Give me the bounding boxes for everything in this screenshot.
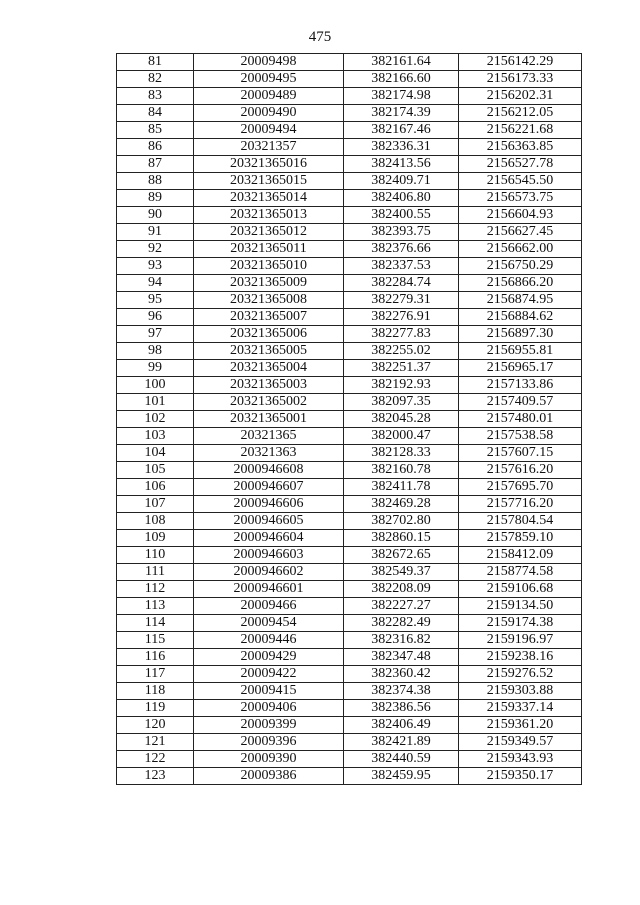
point-id-cell: 20009454 bbox=[194, 615, 344, 632]
y-coordinate-cell: 2156173.33 bbox=[459, 71, 582, 88]
table-row bbox=[117, 734, 582, 751]
y-coordinate-cell: 2159349.57 bbox=[459, 734, 582, 751]
point-id-cell: 20321365014 bbox=[194, 190, 344, 207]
table-row bbox=[117, 122, 582, 139]
point-number-cell: 122 bbox=[117, 751, 194, 768]
table-row bbox=[117, 54, 582, 71]
x-coordinate-cell: 382393.75 bbox=[344, 224, 459, 241]
point-number-cell: 93 bbox=[117, 258, 194, 275]
point-id-cell: 20009466 bbox=[194, 598, 344, 615]
point-number-cell: 113 bbox=[117, 598, 194, 615]
x-coordinate-cell: 382413.56 bbox=[344, 156, 459, 173]
point-number-cell: 120 bbox=[117, 717, 194, 734]
point-id-cell: 20321365008 bbox=[194, 292, 344, 309]
table-row bbox=[117, 768, 582, 785]
x-coordinate-cell: 382174.39 bbox=[344, 105, 459, 122]
point-id-cell: 20321365012 bbox=[194, 224, 344, 241]
point-number-cell: 97 bbox=[117, 326, 194, 343]
y-coordinate-cell: 2156750.29 bbox=[459, 258, 582, 275]
x-coordinate-cell: 382376.66 bbox=[344, 241, 459, 258]
point-id-cell: 20009429 bbox=[194, 649, 344, 666]
point-id-cell: 20321365003 bbox=[194, 377, 344, 394]
point-number-cell: 118 bbox=[117, 683, 194, 700]
point-id-cell: 20321365002 bbox=[194, 394, 344, 411]
point-number-cell: 111 bbox=[117, 564, 194, 581]
table-row bbox=[117, 173, 582, 190]
y-coordinate-cell: 2159196.97 bbox=[459, 632, 582, 649]
point-id-cell: 20321365009 bbox=[194, 275, 344, 292]
y-coordinate-cell: 2158774.58 bbox=[459, 564, 582, 581]
point-number-cell: 112 bbox=[117, 581, 194, 598]
y-coordinate-cell: 2159337.14 bbox=[459, 700, 582, 717]
x-coordinate-cell: 382097.35 bbox=[344, 394, 459, 411]
point-id-cell: 20321365011 bbox=[194, 241, 344, 258]
y-coordinate-cell: 2157695.70 bbox=[459, 479, 582, 496]
point-number-cell: 121 bbox=[117, 734, 194, 751]
y-coordinate-cell: 2159106.68 bbox=[459, 581, 582, 598]
point-id-cell: 2000946606 bbox=[194, 496, 344, 513]
point-id-cell: 20321365016 bbox=[194, 156, 344, 173]
point-id-cell: 2000946604 bbox=[194, 530, 344, 547]
y-coordinate-cell: 2157480.01 bbox=[459, 411, 582, 428]
point-id-cell: 2000946602 bbox=[194, 564, 344, 581]
y-coordinate-cell: 2157538.58 bbox=[459, 428, 582, 445]
table-row bbox=[117, 683, 582, 700]
point-id-cell: 20321363 bbox=[194, 445, 344, 462]
table-row bbox=[117, 292, 582, 309]
table-row bbox=[117, 88, 582, 105]
y-coordinate-cell: 2157804.54 bbox=[459, 513, 582, 530]
x-coordinate-cell: 382406.80 bbox=[344, 190, 459, 207]
point-number-cell: 85 bbox=[117, 122, 194, 139]
table-row bbox=[117, 326, 582, 343]
point-id-cell: 2000946605 bbox=[194, 513, 344, 530]
x-coordinate-cell: 382276.91 bbox=[344, 309, 459, 326]
point-id-cell: 20009498 bbox=[194, 54, 344, 71]
point-id-cell: 2000946601 bbox=[194, 581, 344, 598]
point-number-cell: 96 bbox=[117, 309, 194, 326]
point-id-cell: 20009495 bbox=[194, 71, 344, 88]
point-number-cell: 100 bbox=[117, 377, 194, 394]
table-row bbox=[117, 428, 582, 445]
x-coordinate-cell: 382469.28 bbox=[344, 496, 459, 513]
y-coordinate-cell: 2156604.93 bbox=[459, 207, 582, 224]
x-coordinate-cell: 382227.27 bbox=[344, 598, 459, 615]
x-coordinate-cell: 382255.02 bbox=[344, 343, 459, 360]
y-coordinate-cell: 2156955.81 bbox=[459, 343, 582, 360]
y-coordinate-cell: 2157133.86 bbox=[459, 377, 582, 394]
point-number-cell: 115 bbox=[117, 632, 194, 649]
point-id-cell: 20321357 bbox=[194, 139, 344, 156]
x-coordinate-cell: 382411.78 bbox=[344, 479, 459, 496]
point-number-cell: 81 bbox=[117, 54, 194, 71]
point-id-cell: 20321365001 bbox=[194, 411, 344, 428]
x-coordinate-cell: 382374.38 bbox=[344, 683, 459, 700]
point-id-cell: 20321365007 bbox=[194, 309, 344, 326]
x-coordinate-cell: 382459.95 bbox=[344, 768, 459, 785]
table-row bbox=[117, 479, 582, 496]
point-number-cell: 109 bbox=[117, 530, 194, 547]
point-number-cell: 94 bbox=[117, 275, 194, 292]
point-id-cell: 20009386 bbox=[194, 768, 344, 785]
table-row bbox=[117, 105, 582, 122]
point-id-cell: 20009396 bbox=[194, 734, 344, 751]
x-coordinate-cell: 382347.48 bbox=[344, 649, 459, 666]
point-number-cell: 98 bbox=[117, 343, 194, 360]
point-number-cell: 86 bbox=[117, 139, 194, 156]
table-row bbox=[117, 207, 582, 224]
point-id-cell: 20321365004 bbox=[194, 360, 344, 377]
y-coordinate-cell: 2156662.00 bbox=[459, 241, 582, 258]
point-id-cell: 2000946608 bbox=[194, 462, 344, 479]
table-row bbox=[117, 71, 582, 88]
table-row bbox=[117, 258, 582, 275]
point-number-cell: 87 bbox=[117, 156, 194, 173]
point-id-cell: 20009415 bbox=[194, 683, 344, 700]
table-row bbox=[117, 751, 582, 768]
y-coordinate-cell: 2156965.17 bbox=[459, 360, 582, 377]
y-coordinate-cell: 2156545.50 bbox=[459, 173, 582, 190]
y-coordinate-cell: 2156627.45 bbox=[459, 224, 582, 241]
x-coordinate-cell: 382386.56 bbox=[344, 700, 459, 717]
table-row bbox=[117, 411, 582, 428]
table-row bbox=[117, 615, 582, 632]
x-coordinate-cell: 382316.82 bbox=[344, 632, 459, 649]
point-number-cell: 82 bbox=[117, 71, 194, 88]
table-row bbox=[117, 224, 582, 241]
table-row bbox=[117, 598, 582, 615]
x-coordinate-cell: 382421.89 bbox=[344, 734, 459, 751]
y-coordinate-cell: 2159276.52 bbox=[459, 666, 582, 683]
point-id-cell: 20009489 bbox=[194, 88, 344, 105]
point-id-cell: 20321365013 bbox=[194, 207, 344, 224]
x-coordinate-cell: 382672.65 bbox=[344, 547, 459, 564]
y-coordinate-cell: 2159134.50 bbox=[459, 598, 582, 615]
coordinates-table bbox=[116, 53, 582, 785]
point-number-cell: 91 bbox=[117, 224, 194, 241]
x-coordinate-cell: 382000.47 bbox=[344, 428, 459, 445]
table-row bbox=[117, 241, 582, 258]
point-number-cell: 110 bbox=[117, 547, 194, 564]
y-coordinate-cell: 2156527.78 bbox=[459, 156, 582, 173]
x-coordinate-cell: 382336.31 bbox=[344, 139, 459, 156]
point-number-cell: 107 bbox=[117, 496, 194, 513]
x-coordinate-cell: 382360.42 bbox=[344, 666, 459, 683]
x-coordinate-cell: 382284.74 bbox=[344, 275, 459, 292]
x-coordinate-cell: 382128.33 bbox=[344, 445, 459, 462]
y-coordinate-cell: 2159343.93 bbox=[459, 751, 582, 768]
x-coordinate-cell: 382279.31 bbox=[344, 292, 459, 309]
y-coordinate-cell: 2157716.20 bbox=[459, 496, 582, 513]
point-id-cell: 20321365006 bbox=[194, 326, 344, 343]
x-coordinate-cell: 382161.64 bbox=[344, 54, 459, 71]
point-number-cell: 119 bbox=[117, 700, 194, 717]
x-coordinate-cell: 382860.15 bbox=[344, 530, 459, 547]
y-coordinate-cell: 2156866.20 bbox=[459, 275, 582, 292]
table-row bbox=[117, 377, 582, 394]
x-coordinate-cell: 382167.46 bbox=[344, 122, 459, 139]
x-coordinate-cell: 382282.49 bbox=[344, 615, 459, 632]
y-coordinate-cell: 2158412.09 bbox=[459, 547, 582, 564]
point-number-cell: 92 bbox=[117, 241, 194, 258]
point-id-cell: 20321365015 bbox=[194, 173, 344, 190]
x-coordinate-cell: 382192.93 bbox=[344, 377, 459, 394]
point-number-cell: 102 bbox=[117, 411, 194, 428]
y-coordinate-cell: 2156363.85 bbox=[459, 139, 582, 156]
point-id-cell: 20009399 bbox=[194, 717, 344, 734]
table-row bbox=[117, 513, 582, 530]
point-number-cell: 114 bbox=[117, 615, 194, 632]
point-number-cell: 89 bbox=[117, 190, 194, 207]
point-id-cell: 20321365005 bbox=[194, 343, 344, 360]
table-row bbox=[117, 581, 582, 598]
point-id-cell: 2000946603 bbox=[194, 547, 344, 564]
x-coordinate-cell: 382251.37 bbox=[344, 360, 459, 377]
y-coordinate-cell: 2159238.16 bbox=[459, 649, 582, 666]
y-coordinate-cell: 2159350.17 bbox=[459, 768, 582, 785]
page-number: 475 bbox=[308, 29, 332, 45]
table-row bbox=[117, 360, 582, 377]
point-id-cell: 20009406 bbox=[194, 700, 344, 717]
point-number-cell: 116 bbox=[117, 649, 194, 666]
point-id-cell: 20009446 bbox=[194, 632, 344, 649]
y-coordinate-cell: 2156142.29 bbox=[459, 54, 582, 71]
x-coordinate-cell: 382045.28 bbox=[344, 411, 459, 428]
y-coordinate-cell: 2156897.30 bbox=[459, 326, 582, 343]
x-coordinate-cell: 382337.53 bbox=[344, 258, 459, 275]
x-coordinate-cell: 382409.71 bbox=[344, 173, 459, 190]
point-id-cell: 2000946607 bbox=[194, 479, 344, 496]
x-coordinate-cell: 382549.37 bbox=[344, 564, 459, 581]
point-id-cell: 20321365010 bbox=[194, 258, 344, 275]
point-number-cell: 90 bbox=[117, 207, 194, 224]
table-row bbox=[117, 530, 582, 547]
point-number-cell: 83 bbox=[117, 88, 194, 105]
point-number-cell: 123 bbox=[117, 768, 194, 785]
table-row bbox=[117, 445, 582, 462]
point-id-cell: 20009390 bbox=[194, 751, 344, 768]
x-coordinate-cell: 382174.98 bbox=[344, 88, 459, 105]
point-number-cell: 99 bbox=[117, 360, 194, 377]
point-id-cell: 20009494 bbox=[194, 122, 344, 139]
x-coordinate-cell: 382166.60 bbox=[344, 71, 459, 88]
x-coordinate-cell: 382160.78 bbox=[344, 462, 459, 479]
table-row bbox=[117, 649, 582, 666]
table-row bbox=[117, 190, 582, 207]
y-coordinate-cell: 2157616.20 bbox=[459, 462, 582, 479]
x-coordinate-cell: 382702.80 bbox=[344, 513, 459, 530]
table-row bbox=[117, 547, 582, 564]
table-row bbox=[117, 632, 582, 649]
table-row bbox=[117, 496, 582, 513]
point-number-cell: 101 bbox=[117, 394, 194, 411]
x-coordinate-cell: 382277.83 bbox=[344, 326, 459, 343]
y-coordinate-cell: 2156884.62 bbox=[459, 309, 582, 326]
y-coordinate-cell: 2157859.10 bbox=[459, 530, 582, 547]
y-coordinate-cell: 2156221.68 bbox=[459, 122, 582, 139]
table-row bbox=[117, 717, 582, 734]
point-id-cell: 20009422 bbox=[194, 666, 344, 683]
x-coordinate-cell: 382400.55 bbox=[344, 207, 459, 224]
table-row bbox=[117, 275, 582, 292]
x-coordinate-cell: 382208.09 bbox=[344, 581, 459, 598]
y-coordinate-cell: 2156573.75 bbox=[459, 190, 582, 207]
point-number-cell: 104 bbox=[117, 445, 194, 462]
point-number-cell: 108 bbox=[117, 513, 194, 530]
point-number-cell: 95 bbox=[117, 292, 194, 309]
table-row bbox=[117, 309, 582, 326]
point-number-cell: 105 bbox=[117, 462, 194, 479]
y-coordinate-cell: 2156874.95 bbox=[459, 292, 582, 309]
table-row bbox=[117, 666, 582, 683]
y-coordinate-cell: 2156212.05 bbox=[459, 105, 582, 122]
y-coordinate-cell: 2159303.88 bbox=[459, 683, 582, 700]
table-row bbox=[117, 139, 582, 156]
point-number-cell: 106 bbox=[117, 479, 194, 496]
point-number-cell: 117 bbox=[117, 666, 194, 683]
y-coordinate-cell: 2159361.20 bbox=[459, 717, 582, 734]
point-id-cell: 20009490 bbox=[194, 105, 344, 122]
table-row bbox=[117, 564, 582, 581]
point-number-cell: 103 bbox=[117, 428, 194, 445]
point-number-cell: 88 bbox=[117, 173, 194, 190]
table-row bbox=[117, 394, 582, 411]
table-row bbox=[117, 156, 582, 173]
y-coordinate-cell: 2157607.15 bbox=[459, 445, 582, 462]
x-coordinate-cell: 382440.59 bbox=[344, 751, 459, 768]
table-row bbox=[117, 343, 582, 360]
table-row bbox=[117, 700, 582, 717]
y-coordinate-cell: 2159174.38 bbox=[459, 615, 582, 632]
y-coordinate-cell: 2157409.57 bbox=[459, 394, 582, 411]
y-coordinate-cell: 2156202.31 bbox=[459, 88, 582, 105]
point-number-cell: 84 bbox=[117, 105, 194, 122]
table-row bbox=[117, 462, 582, 479]
point-id-cell: 20321365 bbox=[194, 428, 344, 445]
x-coordinate-cell: 382406.49 bbox=[344, 717, 459, 734]
